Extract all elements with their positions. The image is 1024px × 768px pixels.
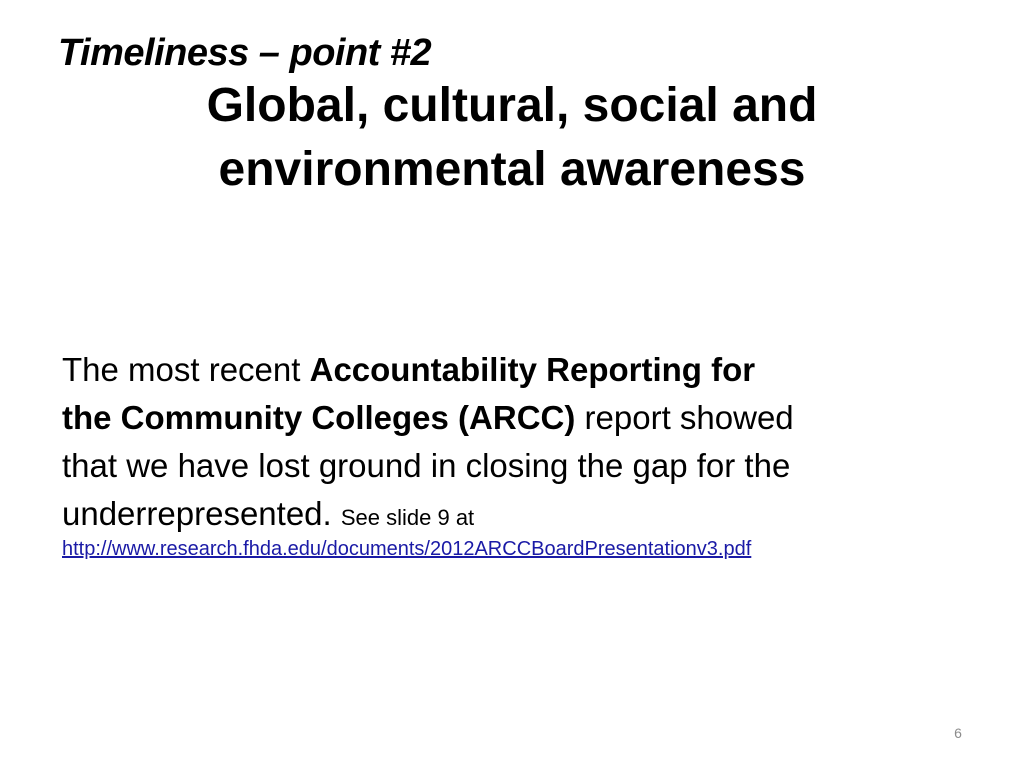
slide-body: [62, 346, 982, 562]
source-link[interactable]: http://www.research.fhda.edu/documents/2012ARCCBoardPresentationv3.pdf: [62, 538, 752, 560]
body-line-3: that we have lost ground in closing the gap for the: [62, 447, 791, 484]
body-line-4: underrepresented.: [62, 495, 341, 532]
slide-title: [40, 74, 984, 202]
body-bold-line-2: the Community Colleges (ARCC): [62, 399, 576, 436]
body-bold-line-1: Accountability Reporting for: [309, 351, 756, 388]
body-small-note: See slide 9 at: [340, 505, 475, 530]
slide-title-line-1: Global, cultural, social and: [206, 79, 818, 132]
slide-number: 6: [954, 725, 962, 741]
slide-title-line-2: environmental awareness: [218, 143, 806, 196]
slide-header: Timeliness – point #2: [58, 32, 432, 74]
body-intro: The most recent: [62, 351, 310, 388]
body-after-bold: report showed: [575, 399, 794, 436]
